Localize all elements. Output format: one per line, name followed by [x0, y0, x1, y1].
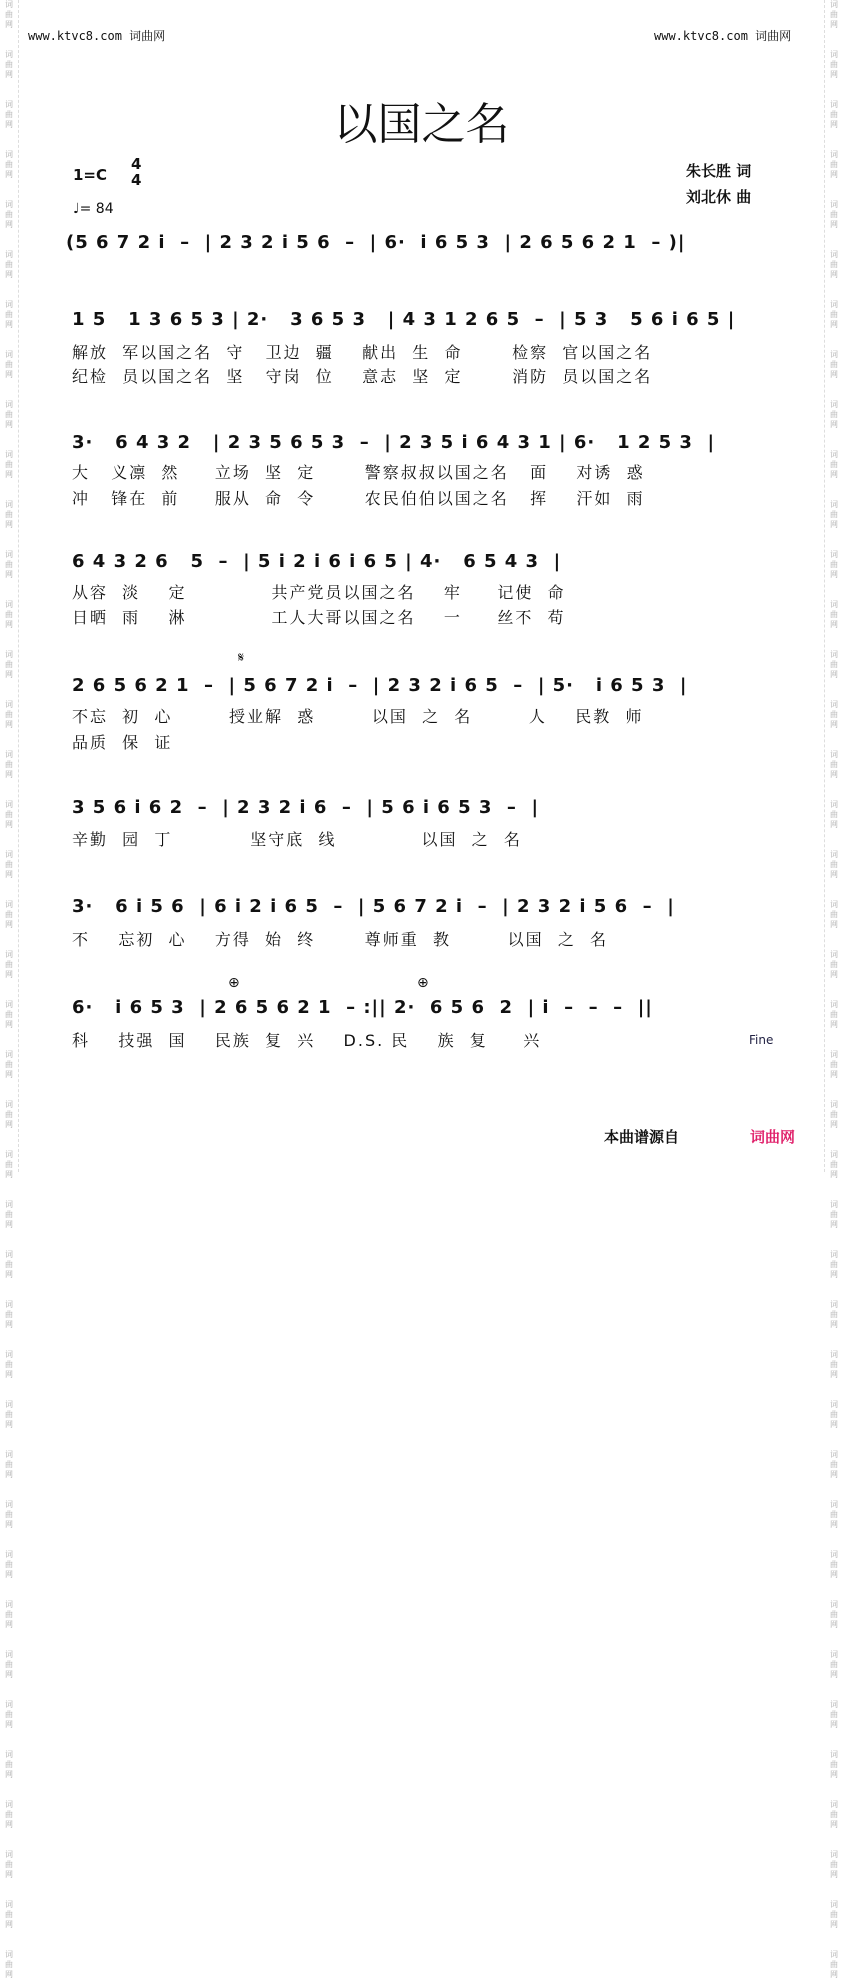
footer-site-link[interactable]: 词曲网 — [750, 1128, 796, 1146]
system-2-lyrics-2: 纪检 员以国之名 坚 守岗 位 意志 坚 定 消防 员以国之名 — [72, 367, 653, 386]
footer-source-label: 本曲谱源自 — [604, 1128, 680, 1146]
system-6-lyrics-1: 辛勤 园 丁 坚守底 线 以国 之 名 — [72, 830, 522, 849]
system-7-notes: 3· 6 i 5 6 | 6 i 2 i 6 5 – | 5 6 7 2 i – | 2 3 2 i 5 6 – | — [72, 896, 675, 917]
system-5-notes: 2 6 5 6 2 1 – | 5 6 7 2 i – | 2 3 2 i 6 5 – | 5· i 6 5 3 | — [72, 675, 688, 696]
watermark-url-left: www.ktvc8.com 词曲网 — [28, 29, 166, 43]
system-7-lyrics-1: 不 忘初 心 方得 始 终 尊师重 教 以国 之 名 — [72, 930, 609, 949]
system-1-notes: (5 6 7 2 i – | 2 3 2 i 5 6 – | 6· i 6 5 3 | 2 6 5 6 2 1 – )| — [66, 232, 686, 253]
watermark-url-right: www.ktvc8.com 词曲网 — [654, 29, 792, 43]
system-6-notes: 3 5 6 i 6 2 – | 2 3 2 i 6 – | 5 6 i 6 5 3 – | — [72, 797, 540, 818]
lyricist-credit: 朱长胜 词 — [686, 162, 752, 180]
system-4-lyrics-2: 日晒 雨 淋 工人大哥以国之名 一 丝不 苟 — [72, 608, 566, 627]
system-4-notes: 6 4 3 2 6 5 – | 5 i 2 i 6 i 6 5 | 4· 6 5 4 3 | — [72, 551, 562, 572]
time-signature — [131, 156, 141, 188]
system-2-notes: 1 5 1 3 6 5 3 | 2· 3 6 5 3 | 4 3 1 2 6 5 – | 5 3 5 6 i 6 5 | — [72, 309, 736, 330]
system-5-lyrics-1: 不忘 初 心 授业解 惑 以国 之 名 人 民教 师 — [72, 707, 644, 726]
system-8-lyrics-1: 科 技强 国 民族 复 兴 D.S. 民 族 复 兴 — [72, 1031, 542, 1050]
system-4-lyrics-1: 从容 淡 定 共产党员以国之名 牢 记使 命 — [72, 583, 566, 602]
side-watermark-left: 词 曲 网 词 曲 网 词 曲 网 词 曲 网 词 曲 网 词 曲 网 词 曲 网 词 曲 网 词 曲 网 词 曲 网 词 曲 网 词 曲 网 词 曲 网 词 曲 网 词 曲 网 词 曲 网 词 曲 网 词 曲 网 词 曲 网 词 曲 网 词 曲 网 词 曲 网 词 曲 网 词 曲 网 词 曲 网 词 曲 网 词 曲 网 词 曲 网 词 曲 网 词 曲 网 词 曲 网 词 曲 网 词 曲 网 词 曲 网 词 曲 网 词 曲 网 词 曲 网 词 曲 网 词 曲 网 词 曲 网 — [0, 0, 19, 1172]
system-3-notes: 3· 6 4 3 2 | 2 3 5 6 5 3 – | 2 3 5 i 6 4 3 1 | 6· 1 2 5 3 | — [72, 432, 716, 453]
side-watermark-right: 词 曲 网 词 曲 网 词 曲 网 词 曲 网 词 曲 网 词 曲 网 词 曲 网 词 曲 网 词 曲 网 词 曲 网 词 曲 网 词 曲 网 词 曲 网 词 曲 网 词 曲 网 词 曲 网 词 曲 网 词 曲 网 词 曲 网 词 曲 网 词 曲 网 词 曲 网 词 曲 网 词 曲 网 词 曲 网 词 曲 网 词 曲 网 词 曲 网 词 曲 网 词 曲 网 词 曲 网 词 曲 网 词 曲 网 词 曲 网 词 曲 网 词 曲 网 词 曲 网 词 曲 网 词 曲 网 词 曲 网 — [824, 0, 843, 1172]
time-bottom: 4 — [131, 171, 142, 189]
system-3-lyrics-2: 冲 锋在 前 服从 命 令 农民伯伯以国之名 挥 汗如 雨 — [72, 489, 645, 508]
system-2-lyrics-1: 解放 军以国之名 守 卫边 疆 献出 生 命 检察 官以国之名 — [72, 343, 653, 362]
tempo-mark: ♩= 84 — [73, 201, 114, 217]
song-title: 以国之名 — [333, 99, 510, 150]
coda-mark-2: ⊕ — [417, 975, 429, 991]
segno-mark: 𝄋 — [238, 650, 245, 666]
fine-mark: Fine — [749, 1033, 774, 1047]
system-5-lyrics-2: 品质 保 证 — [72, 733, 173, 752]
key-signature: 1=C — [73, 166, 108, 184]
system-3-lyrics-1: 大 义凛 然 立场 坚 定 警察叔叔以国之名 面 对诱 惑 — [72, 463, 645, 482]
coda-mark-1: ⊕ — [228, 975, 240, 991]
system-8-notes: 6· i 6 5 3 | 2 6 5 6 2 1 – :|| 2· 6 5 6 2 | i – – – || — [72, 997, 653, 1018]
time-top: 4 — [131, 155, 142, 173]
composer-credit: 刘北休 曲 — [686, 188, 752, 206]
